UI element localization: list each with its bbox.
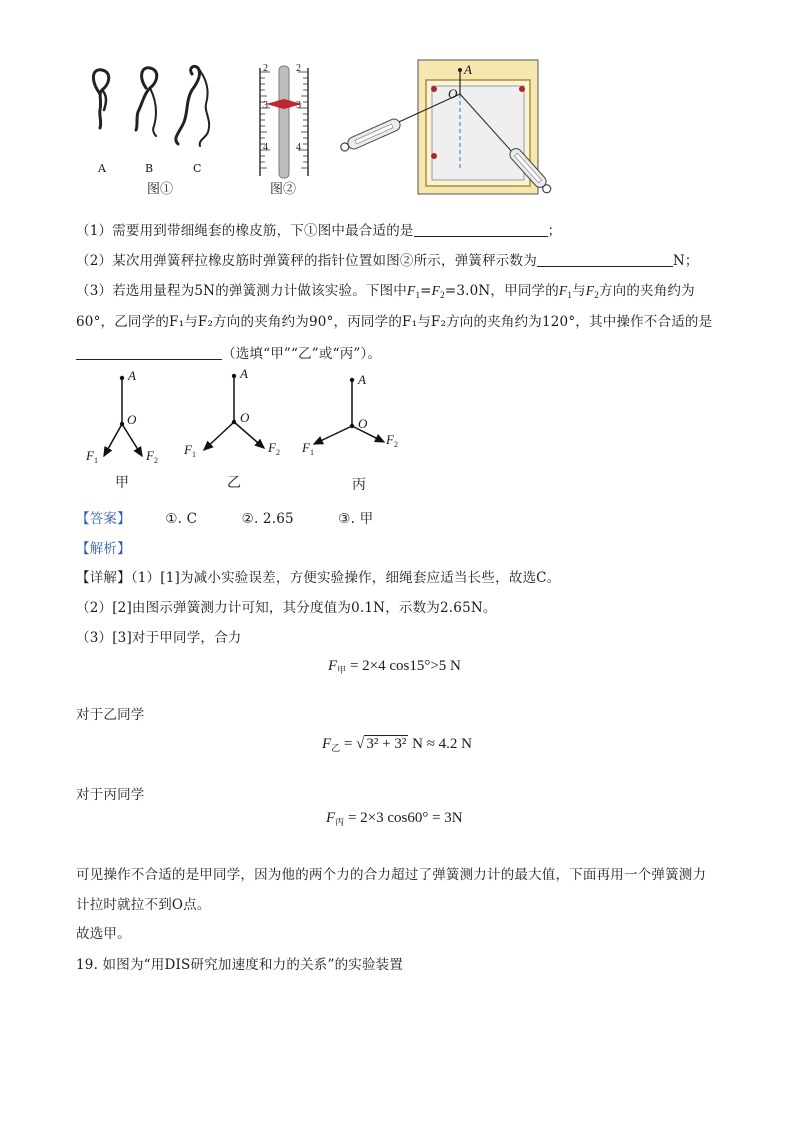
detail-p3: （3）[3]对于甲同学，合力: [76, 630, 242, 646]
jia-label-a: A: [128, 368, 136, 383]
jia-label-f1: $F_1$: [86, 448, 98, 465]
scale-left-2: 2: [263, 63, 268, 74]
answer-label: 【答案】: [76, 511, 131, 527]
bing-label-a: A: [358, 372, 366, 387]
fig2-caption: 图②: [270, 182, 297, 197]
rubber-band-c: [176, 66, 200, 144]
rubber-label-c: C: [193, 162, 202, 175]
yi-label-o: O: [240, 410, 250, 425]
next-question: 19. 如图为“用DIS研究加速度和力的关系”的实验装置: [76, 957, 404, 973]
answer-1: ①. C: [165, 511, 198, 527]
answer-row: [76, 507, 373, 527]
conclusion-line-2: 计拉时就拉不到O点。: [76, 897, 211, 913]
bing-label-o: O: [358, 416, 368, 431]
yi-label-f1: $F_1$: [184, 442, 196, 459]
for-yi: 对于乙同学: [76, 707, 145, 723]
answer-2: ②. 2.65: [241, 511, 294, 527]
answer-blank-3[interactable]: [76, 347, 222, 360]
bing-caption: 丙: [352, 477, 366, 493]
question-3-line-1: （3）若选用量程为5N的弹簧测力计做该实验。下图中$F_1=F_2=3.0N$，甲同学的$F_1$与$F_2$方向的夹角约为: [76, 283, 695, 300]
conclusion-line-3: 故选甲。: [76, 926, 131, 942]
detail-label: 【详解】: [76, 570, 131, 586]
question-2: （2）某次用弹簧秤拉橡皮筋时弹簧秤的指针位置如图②所示，弹簧秤示数为 N；: [76, 253, 699, 269]
equation-yi: $F_乙$ = √ 3² + 3² N ≈ 4.2 N: [322, 736, 473, 753]
equation-jia: $F_甲 = 2\times 4$ cos15°>5 N: [328, 658, 461, 675]
yi-label-a: A: [240, 366, 248, 381]
yi-label-f2: $F_2$: [268, 440, 280, 457]
scale-right-3: 3: [296, 100, 301, 111]
for-bing: 对于丙同学: [76, 787, 145, 803]
jia-label-o: O: [127, 412, 137, 427]
jia-caption: 甲: [115, 475, 129, 491]
rubber-label-a: A: [98, 162, 106, 175]
spring-scale-figure: [252, 64, 316, 180]
fig1-caption: 图①: [147, 182, 174, 197]
question-3-line-3: （选填“甲”“乙”或“丙”）。: [76, 342, 381, 362]
scale-left-3: 3: [263, 100, 268, 111]
yi-caption: 乙: [227, 475, 241, 491]
answer-blank-2[interactable]: [537, 254, 673, 267]
scale-right-4: 4: [296, 142, 301, 153]
force-diagram-yi: [204, 374, 264, 450]
board-point-o: O: [448, 86, 458, 101]
question-1: （1）需要用到带细绳套的橡皮筋，下①图中最合适的是 ；: [76, 223, 562, 239]
equation-bing: $F_丙 = 2\times 3$ cos60° = 3N: [326, 810, 463, 827]
question-3-line-2: 60°，乙同学的F₁与F₂方向的夹角约为90°，丙同学的F₁与F₂方向的夹角约为120°，其中操作不合适的是: [76, 314, 713, 330]
rubber-label-b: B: [145, 162, 154, 175]
jia-label-f2: $F_2$: [146, 448, 158, 465]
detail-p2: （2）[2]由图示弹簧测力计可知，其分度值为0.1N，示数为2.65N。: [76, 600, 497, 616]
answer-3: ③. 甲: [338, 511, 374, 527]
bing-label-f2: $F_2$: [386, 432, 398, 449]
board-setup-figure: [338, 56, 560, 198]
board-point-a: A: [464, 62, 472, 77]
bing-label-f1: $F_1$: [302, 440, 314, 457]
analysis-label: 【解析】: [76, 541, 131, 557]
scale-left-4: 4: [263, 142, 268, 153]
detail-p1: 【详解】（1）[1]为减小实验误差，方便实验操作，细绳套应适当长些，故选C。: [76, 570, 561, 586]
conclusion-line-1: 可见操作不合适的是甲同学，因为他的两个力的合力超过了弹簧测力计的最大值，下面再用一个弹簧测力: [76, 867, 707, 883]
force-diagram-bing: [314, 378, 384, 444]
answer-blank-1[interactable]: [414, 224, 548, 237]
scale-right-2: 2: [296, 63, 301, 74]
